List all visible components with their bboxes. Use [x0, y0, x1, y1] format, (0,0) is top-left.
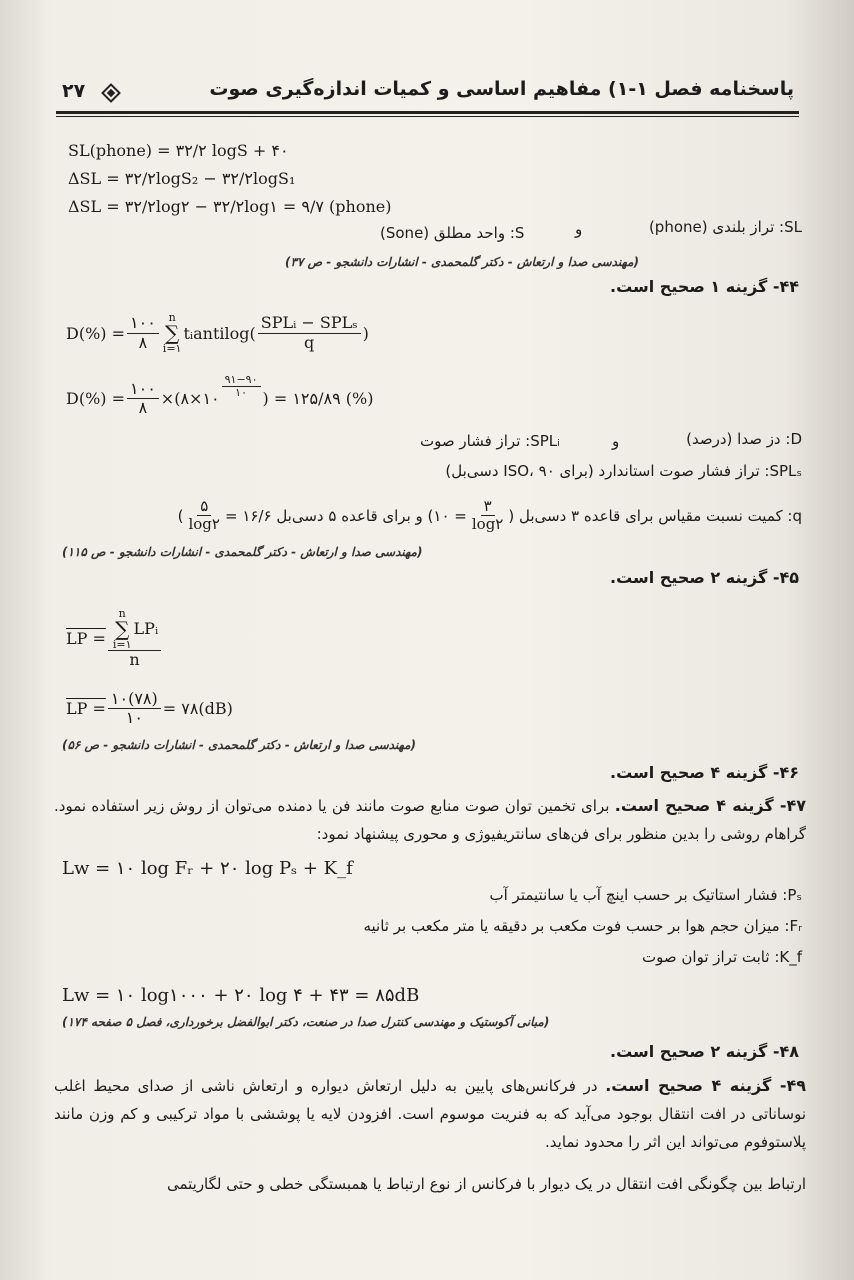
equation-lp-result	[66, 690, 233, 728]
answer-heading-47: ۴۷- گزینه ۴ صحیح است.	[614, 796, 806, 815]
summation-upper: n	[168, 311, 176, 324]
fraction-denominator: ۸	[138, 332, 148, 352]
coefficient-fraction	[127, 314, 159, 352]
reference-citation: (مهندسی صدا و ارتعاش - دکتر گلمحمدی - انشارات دانشجو - ص ۱۱۵)	[62, 545, 423, 559]
equation-rhs: = ۷۸(dB)	[162, 699, 233, 719]
average-fraction	[108, 608, 161, 669]
equation-dose	[66, 312, 369, 354]
q-fraction-5db	[185, 498, 223, 534]
fraction-denominator: log۲	[471, 515, 504, 534]
answer-heading-45: ۴۵- گزینه ۲ صحیح است.	[609, 568, 799, 587]
paragraph-text: برای تخمین توان صوت منابع صوت مانند فن یا دمنده می‌توان از روش زیر استفاده نمود. گراهام روشی را بدین منظور برای فن‌های سانتریفیوژی و محوری پیشنهاد نمود:	[54, 797, 806, 843]
q-fraction-3db	[469, 498, 507, 534]
paragraph-text: ارتباط بین چگونگی افت انتقال در یک دیوار با فرکانس از نوع ارتباط یا همبستگی خطی و حتی لگاریتمی	[166, 1175, 806, 1193]
reference-citation: (مبانی آکوستیک و مهندسی کنترل صدا در صنعت، دکتر ابوالفضل برخورداری، فصل ۵ صفحه ۱۷۴)	[62, 1015, 550, 1029]
fraction-denominator: n	[129, 650, 140, 669]
answer-paragraph-49	[54, 1072, 806, 1156]
summation-symbol	[163, 312, 182, 354]
definition-s: S: واحد مطلق (Sone)	[380, 224, 525, 242]
coefficient-fraction	[127, 380, 159, 418]
equation-dose-result	[66, 372, 374, 418]
answer-heading-49: ۴۹- گزینه ۴ صحیح است.	[605, 1076, 806, 1095]
definition-connector: و	[575, 220, 583, 238]
paragraph-text: در فرکانس‌های پایین به دلیل ارتعاش دیواره و ارتعاش ناشی از صدای محیط اغلب نوساناتی در افت انتقال بوجود می‌آید که به فنریت موسوم است. افزودن لایه یا پوششی با مواد ترکیبی و کم وزن مانند پلاستوفوم می‌تواند این اثر را محدود نماید.	[54, 1077, 806, 1151]
equation-rhs: ) = ۱۲۵/۸۹ (%)	[262, 389, 374, 409]
fraction-denominator: log۲	[188, 515, 220, 534]
definition-spli: SPLᵢ: تراز فشار صوت	[420, 432, 560, 450]
sigma-icon: ∑	[115, 617, 130, 641]
fraction-denominator: ۱۰	[235, 386, 247, 400]
summation-term: LPᵢ	[133, 618, 159, 638]
answer-paragraph-47	[54, 792, 806, 848]
fraction-numerator: ۳	[481, 498, 495, 516]
equation-sound-power-result: Lw = ۱۰ log۱۰۰۰ + ۲۰ log ۴ + ۴۳ = ۸۵dB	[62, 985, 420, 1006]
definition-spls: SPLₛ: تراز فشار صوت استاندارد (برای ISO، ۹۰ دسی‌بل)	[445, 462, 802, 480]
fraction-numerator: ۱۰۰	[127, 314, 159, 333]
definition-q-text: = ۱۰) و برای قاعده ۵ دسی‌بل ۱۶/۶ =	[224, 506, 467, 525]
equation-sound-power: Lw = ۱۰ log Fᵣ + ۲۰ log Pₛ + K_f	[62, 858, 353, 879]
definition-q-text: q: کمیت نسبت مقیاس برای قاعده ۳ دسی‌بل (	[508, 506, 802, 525]
reference-citation: (مهندسی صدا و ارتعاش - دکتر گلمحمدی - انشارات دانشجو - ص ۳۷)	[285, 255, 639, 269]
definition-q	[178, 498, 802, 534]
equation-lp-average	[66, 608, 163, 669]
answer-paragraph-continuation	[54, 1170, 806, 1198]
fraction-numerator	[108, 608, 161, 651]
diamond-ornament-icon	[101, 83, 121, 103]
definition-fr: Fᵣ: میزان حجم هوا بر حسب فوت مکعب بر دقیقه یا متر مکعب بر ثانیه	[363, 917, 802, 935]
header-rule-thin	[56, 116, 799, 117]
running-header-title: پاسخنامه فصل ۱-۱) مفاهیم اساسی و کمیات اندازه‌گیری صوت	[209, 78, 794, 100]
fraction-denominator: ۸	[138, 398, 148, 418]
answer-heading-44: ۴۴- گزینه ۱ صحیح است.	[609, 277, 799, 296]
answer-heading-46: ۴۶- گزینه ۴ صحیح است.	[609, 763, 799, 782]
equation-delta-sl: ΔSL = ۳۲/۲logS₂ − ۳۲/۲logS₁	[68, 169, 296, 188]
fraction-numerator: ۱۰(۷۸)	[108, 690, 161, 709]
equation-sl-phone: SL(phone) = ۳۲/۲ logS + ۴۰	[68, 141, 289, 160]
definition-ps: Pₛ: فشار استاتیک بر حسب اینچ آب یا سانتیمتر آب	[489, 886, 802, 904]
answer-heading-48: ۴۸- گزینه ۲ صحیح است.	[609, 1042, 799, 1061]
summation-lower: i=۱	[112, 638, 132, 651]
equation-lhs: LP =	[66, 629, 106, 649]
sigma-icon: ∑	[164, 321, 180, 345]
summation-symbol	[113, 608, 132, 650]
definition-sl: SL: تراز بلندی (phone)	[648, 218, 802, 236]
definition-q-text: )	[177, 506, 184, 525]
fraction-numerator: ۹۱−۹۰	[222, 374, 261, 388]
antilog-fraction	[258, 314, 361, 352]
fraction-numerator: ۱۰۰	[127, 380, 159, 399]
equation-close: )	[362, 323, 369, 343]
definition-connector: و	[612, 432, 620, 450]
fraction-denominator: ۱۰	[125, 708, 143, 728]
equation-mid: ×(۸×۱۰	[160, 389, 220, 409]
equation-lhs: D(%) =	[66, 323, 126, 343]
fraction-denominator: q	[304, 332, 315, 352]
reference-citation: (مهندسی صدا و ارتعاش - دکتر گلمحمدی - انشارات دانشجو - ص ۵۶)	[62, 738, 416, 752]
page-number: ۲۷	[62, 80, 86, 102]
equation-lhs: D(%) =	[66, 389, 126, 409]
equation-lhs: LP =	[66, 699, 106, 719]
equation-term: tᵢantilog(	[183, 323, 256, 343]
definition-kf: K_f: ثابت تراز توان صوت	[642, 948, 802, 966]
summation-lower: i=۱	[162, 342, 182, 355]
definition-d: D: دز صدا (درصد)	[686, 430, 802, 448]
summation-upper: n	[118, 607, 126, 620]
fraction-numerator: SPLᵢ − SPLₛ	[258, 314, 361, 333]
exponent-fraction	[222, 374, 261, 400]
equation-delta-sl-result: ΔSL = ۳۲/۲log۲ − ۳۲/۲log۱ = ۹/۷ (phone)	[68, 197, 392, 216]
result-fraction	[108, 690, 161, 728]
header-rule	[56, 111, 799, 114]
fraction-numerator: ۵	[197, 498, 211, 516]
